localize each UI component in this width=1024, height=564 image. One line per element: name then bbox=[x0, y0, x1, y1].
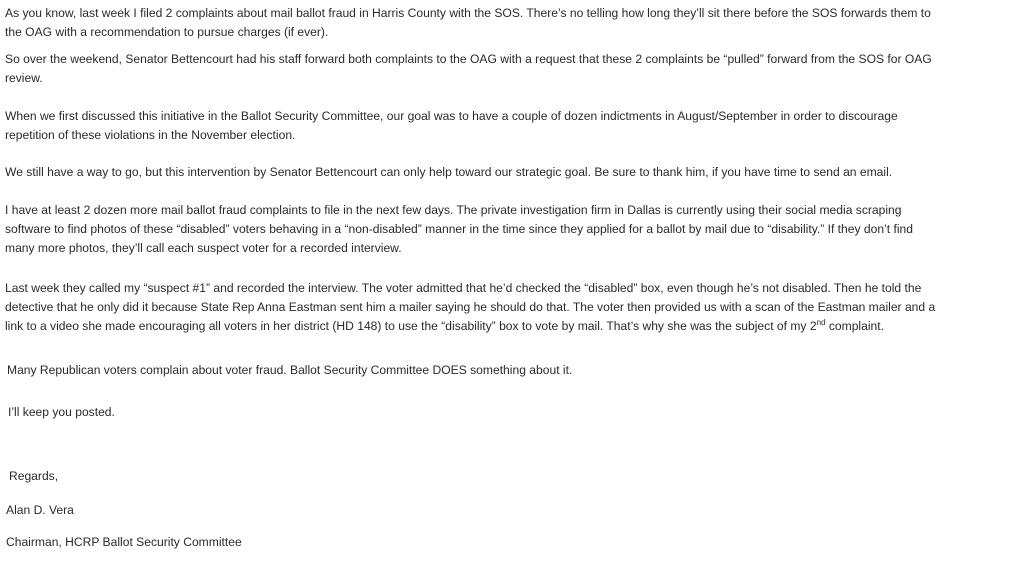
paragraph-sos-complaints bbox=[5, 4, 1005, 42]
superscript: nd bbox=[816, 318, 826, 327]
text-line: detective that he only did it because State Rep Anna Eastman sent him a mailer saying he should do that. The voter then provided us with a scan of the Eastman mailer and a bbox=[5, 300, 936, 314]
paragraph-voter-fraud bbox=[7, 361, 1007, 380]
paragraph-keep-posted bbox=[8, 403, 1008, 422]
text-line: I have at least 2 dozen more mail ballot fraud complaints to file in the next few days. The private investigation firm in Dallas is currently using their social media scraping bbox=[5, 203, 902, 217]
closing-text: Regards, bbox=[9, 469, 59, 483]
signature-name bbox=[6, 501, 1006, 520]
paragraph-suspect-interview bbox=[5, 279, 1005, 336]
text-line: software to find photos of these “disabled” voters behaving in a “non-disabled” manner in the time since they applied for a ballot by mail due to “disability.” If they don’t find bbox=[5, 222, 913, 236]
text-line: Last week they called my “suspect #1” and recorded the interview. The voter admitted that he’d checked the “disabled” box, even though he’s not disabled. Then he told the bbox=[5, 281, 922, 295]
text-line: review. bbox=[5, 71, 43, 85]
paragraph-oag-forward bbox=[5, 50, 1005, 88]
name-text: Alan D. Vera bbox=[6, 503, 74, 517]
signature-title bbox=[6, 533, 1006, 552]
text-line: many more photos, they’ll call each suspect voter for a recorded interview. bbox=[5, 241, 402, 255]
text-line bbox=[5, 317, 1005, 336]
text-line: We still have a way to go, but this intervention by Senator Bettencourt can only help toward our strategic goal. Be sure to thank him, if you have time to send an email. bbox=[5, 165, 893, 179]
text-line: I’ll keep you posted. bbox=[8, 405, 115, 419]
text-line: Many Republican voters complain about voter fraud. Ballot Security Committee DOES something about it. bbox=[7, 363, 573, 377]
text-line: When we first discussed this initiative in the Ballot Security Committee, our goal was to have a couple of dozen indictments in August/September in order to discourage bbox=[5, 109, 898, 123]
text-line: repetition of these violations in the November election. bbox=[5, 128, 296, 142]
text-line: the OAG with a recommendation to pursue charges (if ever). bbox=[5, 25, 329, 39]
paragraph-initiative-goal bbox=[5, 107, 1005, 145]
text-segment: link to a video she made encouraging all voters in her district (HD 148) to use the “disability” box to vote by mail. That’s why she was the subject of my 2 bbox=[5, 319, 817, 333]
title-text: Chairman, HCRP Ballot Security Committee bbox=[6, 535, 242, 549]
paragraph-strategic-goal bbox=[5, 163, 1005, 182]
paragraph-more-complaints bbox=[5, 201, 1005, 258]
signature-closing bbox=[9, 467, 1009, 486]
text-line: So over the weekend, Senator Bettencourt had his staff forward both complaints to the OAG with a request that these 2 complaints be “pulled” forward from the SOS for OAG bbox=[5, 52, 932, 66]
text-line: As you know, last week I filed 2 complaints about mail ballot fraud in Harris County with the SOS. There’s no telling how long they’ll sit there before the SOS forwards them to bbox=[5, 6, 931, 20]
text-segment: complaint. bbox=[825, 319, 884, 333]
